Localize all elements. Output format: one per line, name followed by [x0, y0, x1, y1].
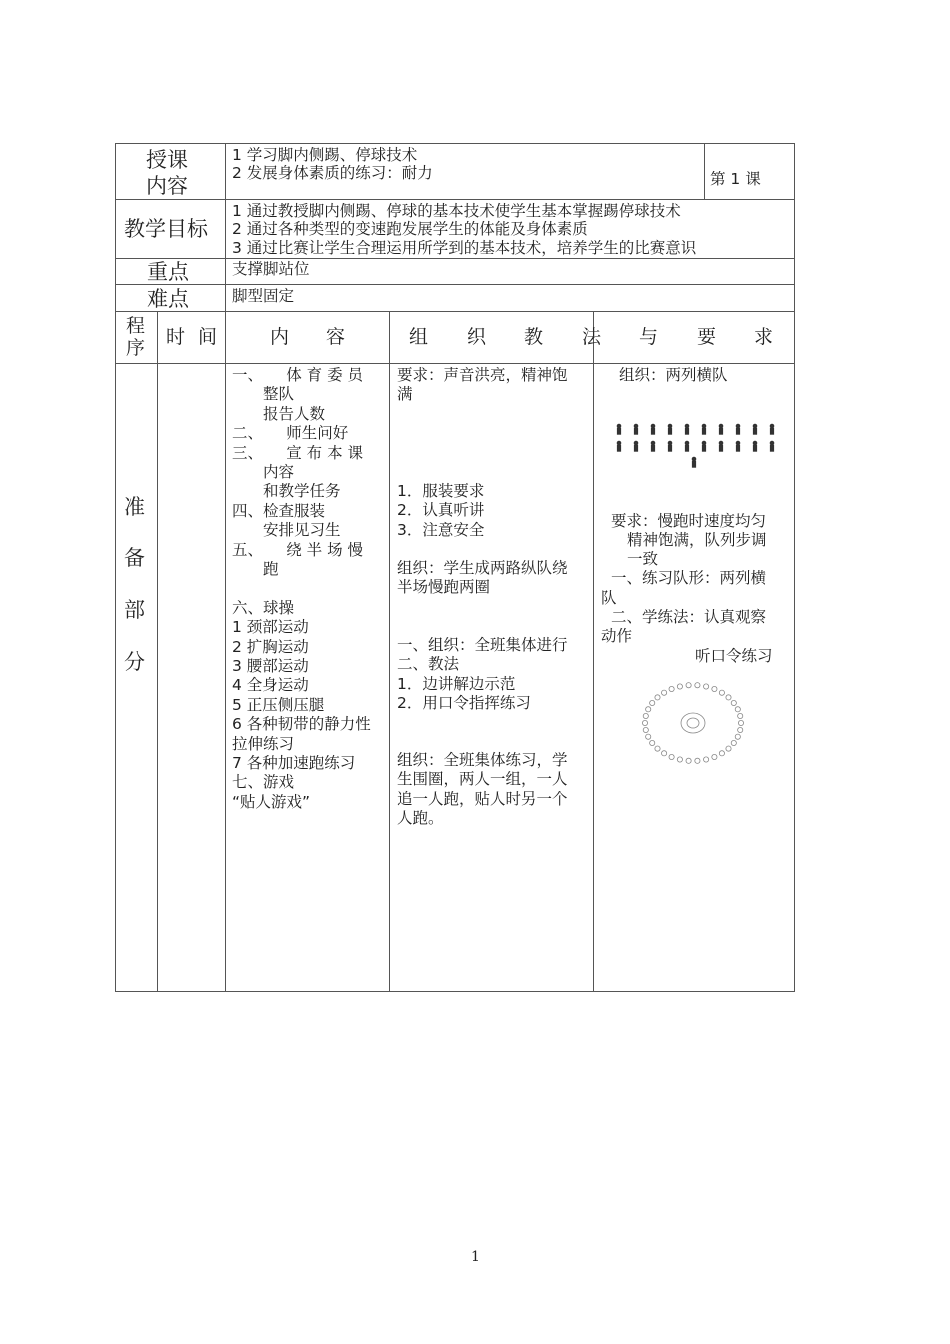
org-req-3: 一致 — [627, 550, 659, 568]
org-drill-2: 队 — [601, 589, 617, 607]
student-marker — [726, 746, 731, 751]
org-drill-5: 听口令练习 — [695, 647, 773, 665]
col-order-1: 程 — [126, 315, 146, 337]
text-line: 生围圈，两人一组，一人 — [397, 770, 568, 789]
text-line: 一、组织：全班集体进行 — [397, 636, 568, 654]
text-line: 2 扩胸运动 — [232, 637, 309, 656]
text-line: 4 全身运动 — [232, 676, 309, 695]
col-org-char: 教 — [524, 326, 544, 348]
row-divider — [115, 284, 795, 285]
difficulty-text: 脚型固定 — [232, 287, 295, 305]
org-title: 组织：两列横队 — [619, 366, 728, 384]
org-req-2: 精神饱满，队列步调 — [627, 531, 767, 549]
text-line: 2．认真听讲 — [397, 501, 485, 520]
student-marker — [669, 686, 674, 691]
col-org-char: 组 — [409, 326, 429, 348]
student-marker — [712, 754, 717, 759]
student-figure — [719, 441, 723, 451]
student-figure — [651, 424, 655, 434]
text-line: 5 正压侧压腿 — [232, 695, 325, 714]
text-line: 组织：全班集体练习，学 — [397, 751, 568, 769]
text-line: 安排见习生 — [232, 521, 341, 540]
student-figure — [692, 457, 696, 467]
student-marker — [719, 751, 724, 756]
col-content-2: 容 — [326, 326, 346, 348]
section-name-char: 备 — [124, 546, 145, 570]
text-line: 六、球操 — [232, 598, 295, 617]
section-name-char: 分 — [124, 650, 145, 674]
text-line: 跑 — [232, 560, 279, 578]
student-marker — [695, 683, 700, 688]
text-line: 人跑。 — [397, 809, 444, 828]
student-marker — [686, 683, 691, 688]
objective-label: 教学目标 — [124, 217, 208, 241]
text-line: 整队 — [232, 385, 295, 404]
lesson-content-2: 2 发展身体素质的练习：耐力 — [232, 164, 433, 182]
neirong-label: 内容 — [146, 174, 188, 198]
student-figure — [617, 441, 621, 451]
row-divider — [115, 199, 795, 200]
student-figure — [770, 441, 774, 451]
col-order-2: 序 — [126, 337, 146, 359]
section-name-char: 部 — [124, 598, 145, 622]
row-divider — [115, 311, 795, 312]
student-marker — [686, 758, 691, 763]
text-line: 1 颈部运动 — [232, 618, 309, 637]
student-marker — [738, 720, 743, 725]
text-line: 3 腰部运动 — [232, 657, 309, 675]
student-marker — [735, 707, 740, 712]
text-line: 二、 师生问好 — [232, 424, 349, 443]
student-marker — [642, 720, 647, 725]
student-marker — [677, 757, 682, 762]
student-figure — [617, 424, 621, 434]
text-line: 内容 — [232, 463, 295, 481]
org-drill-3: 二、学练法：认真观察 — [611, 608, 767, 626]
student-marker — [646, 734, 651, 739]
col-divider — [704, 143, 705, 199]
student-figure — [736, 424, 740, 434]
student-marker — [650, 700, 655, 705]
student-marker — [662, 751, 667, 756]
student-figure — [668, 441, 672, 451]
student-figure — [651, 441, 655, 451]
student-figure — [634, 424, 638, 434]
col-org-char: 织 — [467, 326, 487, 348]
col-org-char: 法 — [582, 326, 602, 348]
student-marker — [662, 690, 667, 695]
col-divider — [593, 311, 594, 992]
student-figure — [753, 424, 757, 434]
text-line: “贴人游戏” — [232, 792, 311, 811]
student-marker — [704, 684, 709, 689]
text-line: 7 各种加速跑练习 — [232, 754, 356, 772]
student-marker — [731, 740, 736, 745]
text-line: 三、 宣 布 本 课 — [232, 443, 364, 462]
text-line: 1．边讲解边示范 — [397, 674, 516, 693]
col-time-2: 间 — [198, 326, 218, 348]
col-content-1: 内 — [270, 326, 290, 348]
text-line: 和教学任务 — [232, 482, 341, 501]
text-line: 2．用口令指挥练习 — [397, 694, 531, 713]
lesson-number: 第 1 课 — [710, 170, 761, 188]
section-name-char: 准 — [124, 495, 145, 519]
text-line: 一、 体 育 委 员 — [232, 366, 364, 384]
text-line: 追一人跑，贴人时另一个 — [397, 789, 568, 808]
org-drill-4: 动作 — [601, 627, 633, 645]
student-marker — [695, 758, 700, 763]
objective-1: 1 通过教授脚内侧踢、停球的基本技术使学生基本掌握踢停球技术 — [232, 202, 681, 220]
student-marker — [650, 740, 655, 745]
text-line: 二、教法 — [397, 655, 460, 674]
difficulty-label: 难点 — [147, 287, 189, 311]
student-figure — [702, 424, 706, 434]
text-line: 五、 绕 半 场 慢 — [232, 540, 364, 559]
text-line: 6 各种韧带的静力性 — [232, 715, 371, 734]
text-line: 满 — [397, 385, 413, 404]
student-figure — [634, 441, 638, 451]
student-marker — [669, 754, 674, 759]
text-line: 要求：声音洪亮，精神饱 — [397, 366, 568, 384]
text-line: 1．服装要求 — [397, 482, 485, 500]
lesson-content-1: 1 学习脚内侧踢、停球技术 — [232, 146, 418, 164]
student-figure — [770, 424, 774, 434]
student-figure — [719, 424, 723, 434]
text-line: 七、游戏 — [232, 773, 295, 792]
col-time-1: 时 — [166, 326, 186, 348]
key-point-label: 重点 — [147, 260, 189, 284]
col-org-char: 要 — [697, 326, 717, 348]
student-marker — [643, 727, 648, 732]
row-divider — [115, 363, 795, 364]
student-figure — [685, 424, 689, 434]
col-org-char: 与 — [639, 326, 659, 348]
student-marker — [738, 713, 743, 718]
student-marker — [655, 746, 660, 751]
student-figure — [685, 441, 689, 451]
col-divider — [157, 311, 158, 992]
col-org-char: 求 — [754, 326, 774, 348]
student-marker — [712, 686, 717, 691]
student-marker — [738, 727, 743, 732]
col-divider — [225, 143, 226, 992]
student-marker — [646, 707, 651, 712]
student-marker — [677, 684, 682, 689]
student-marker — [719, 690, 724, 695]
col-divider — [389, 311, 390, 992]
page-number: 1 — [471, 1249, 480, 1265]
objective-3: 3 通过比赛让学生合理运用所学到的基本技术，培养学生的比赛意识 — [232, 239, 697, 257]
student-figure — [668, 424, 672, 434]
org-req-1: 要求：慢跑时速度均匀 — [611, 512, 767, 530]
text-line: 3．注意安全 — [397, 520, 485, 539]
student-figure — [753, 441, 757, 451]
student-marker — [704, 757, 709, 762]
student-marker — [643, 713, 648, 718]
student-figure — [702, 441, 706, 451]
shouke-label: 授课 — [146, 148, 188, 172]
text-line: 报告人数 — [232, 404, 326, 423]
text-line: 半场慢跑两圈 — [397, 578, 491, 597]
key-point-text: 支撑脚站位 — [232, 260, 310, 278]
objective-2: 2 通过各种类型的变速跑发展学生的体能及身体素质 — [232, 220, 588, 238]
student-marker — [655, 695, 660, 700]
student-figure — [736, 441, 740, 451]
circle-formation-icon — [633, 673, 753, 773]
student-marker — [726, 695, 731, 700]
student-marker — [735, 734, 740, 739]
text-line: 组织：学生成两路纵队绕 — [397, 559, 568, 577]
text-line: 拉伸练习 — [232, 734, 295, 753]
text-line: 四、检查服装 — [232, 501, 326, 520]
student-marker — [731, 700, 736, 705]
org-drill-1: 一、练习队形：两列横 — [611, 569, 767, 587]
two-row-formation-icon — [610, 422, 780, 472]
